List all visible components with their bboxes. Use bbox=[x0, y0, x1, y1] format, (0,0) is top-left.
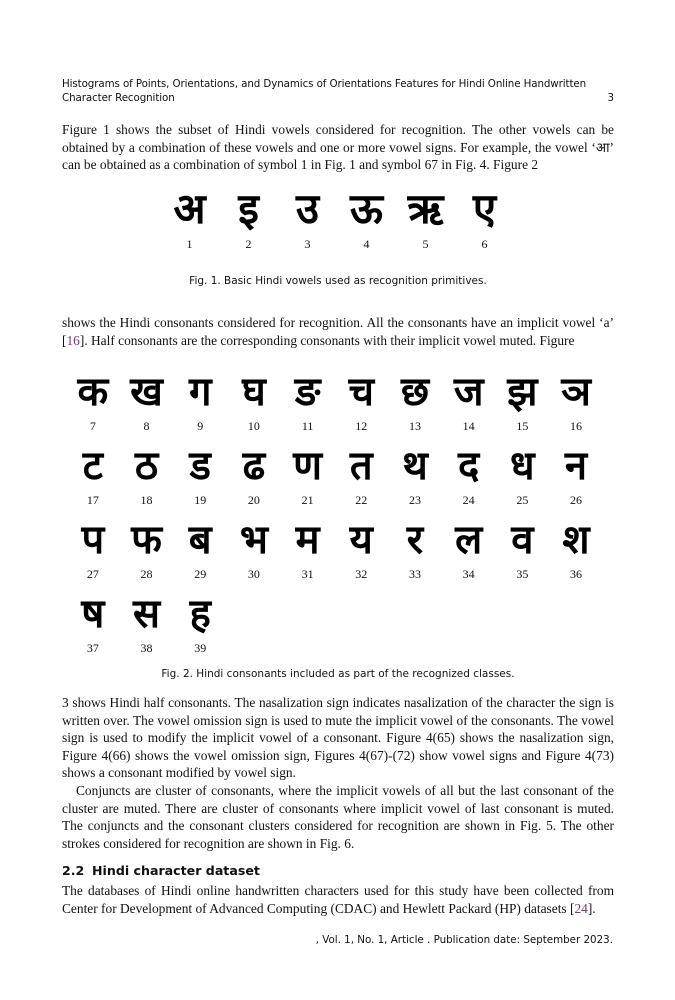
devanagari-character: ष bbox=[81, 591, 105, 637]
devanagari-character: र bbox=[406, 517, 424, 563]
glyph-number: 38 bbox=[140, 641, 153, 655]
section-number: 2.2 bbox=[62, 863, 85, 878]
glyph-number: 4 bbox=[363, 237, 370, 251]
consonant-glyph-cell bbox=[388, 510, 442, 582]
glyph-number: 1 bbox=[186, 237, 193, 251]
consonant-glyph-cell bbox=[496, 436, 550, 508]
vowel-glyph-cell bbox=[455, 180, 514, 252]
consonant-glyph-cell bbox=[173, 510, 227, 582]
consonant-glyph-cell bbox=[334, 436, 388, 508]
devanagari-character: थ bbox=[402, 443, 428, 489]
devanagari-character: ल bbox=[455, 517, 483, 563]
glyph-number: 27 bbox=[86, 567, 99, 581]
consonant-glyph-cell bbox=[120, 584, 174, 656]
citation-link[interactable]: 16 bbox=[66, 332, 80, 348]
devanagari-character: घ bbox=[242, 369, 266, 415]
glyph-number: 9 bbox=[197, 419, 204, 433]
running-title: Histograms of Points, Orientations, and Dynamics of Orientations Features for Hindi Online Handwritten Character Recognition bbox=[62, 78, 587, 104]
glyph-number: 3 bbox=[304, 237, 311, 251]
consonant-glyph-cell bbox=[388, 436, 442, 508]
glyph-number: 33 bbox=[408, 567, 421, 581]
consonant-glyph-cell bbox=[173, 362, 227, 434]
figure-2-caption: Fig. 2. Hindi consonants included as part of the recognized classes. bbox=[161, 668, 515, 680]
consonant-glyph-cell bbox=[120, 362, 174, 434]
consonant-glyph-cell bbox=[281, 362, 335, 434]
consonant-glyph-cell bbox=[173, 584, 227, 656]
consonant-glyph-cell bbox=[66, 584, 120, 656]
paragraph-conjuncts: Conjuncts are cluster of consonants, where the implicit vowels of all but the last consonant of the cluster are muted. There are cluster of consonants where implicit vowel of last consonant is muted. The conjuncts and the consonant clusters considered for recognition are shown in Fig. 5. The other strokes considered for recognition are shown in Fig. 6. bbox=[62, 783, 614, 851]
glyph-number: 28 bbox=[140, 567, 153, 581]
devanagari-character: ग bbox=[188, 369, 212, 415]
devanagari-character: न bbox=[564, 443, 588, 489]
running-header bbox=[62, 78, 614, 105]
devanagari-character: ध bbox=[510, 443, 535, 489]
vowel-glyph-cell bbox=[337, 180, 396, 252]
glyph-number: 12 bbox=[355, 419, 368, 433]
page-number: 3 bbox=[607, 91, 614, 104]
glyph-number: 18 bbox=[140, 493, 153, 507]
devanagari-character: व bbox=[511, 517, 534, 563]
figure-1-caption: Fig. 1. Basic Hindi vowels used as recognition primitives. bbox=[189, 275, 487, 287]
vowel-glyph-cell bbox=[219, 180, 278, 252]
devanagari-character: क bbox=[77, 369, 109, 415]
glyph-number: 29 bbox=[194, 567, 207, 581]
devanagari-character: ह bbox=[189, 591, 211, 637]
consonant-glyph-cell bbox=[227, 362, 281, 434]
glyph-number: 17 bbox=[86, 493, 99, 507]
paragraph-half-consonants: 3 shows Hindi half consonants. The nasalization sign indicates nasalization of the character the sign is written over. The vowel omission sign is used to mute the implicit vowel of the consonants. The vowel sign is used to modify the implicit vowel of a consonant. Figure 4(65) shows the nasalization sign, Figure 4(66) shows the vowel omission sign, Figures 4(67)-(72) show vowel signs and Figure 4(73) shows a consonant modified by vowel sign. bbox=[62, 695, 614, 780]
devanagari-character: ख bbox=[130, 369, 163, 415]
section-heading bbox=[62, 863, 260, 878]
devanagari-character: ण bbox=[293, 443, 323, 489]
devanagari-character: ज bbox=[453, 369, 484, 415]
devanagari-character: श bbox=[562, 517, 590, 563]
devanagari-character: ब bbox=[188, 517, 212, 563]
devanagari-character: उ bbox=[295, 184, 320, 233]
paragraph-fig1-intro: Figure 1 shows the subset of Hindi vowels considered for recognition. The other vowels can be obtained by a combination of these vowels and one or more vowel signs. For example, the vowel ‘आ’ can be obtained as a combination of symbol 1 in Fig. 1 and symbol 67 in Fig. 4. Figure 2 bbox=[62, 122, 614, 172]
glyph-number: 5 bbox=[422, 237, 429, 251]
devanagari-character: अ bbox=[173, 184, 206, 233]
consonant-glyph-cell bbox=[549, 362, 603, 434]
glyph-number: 20 bbox=[247, 493, 260, 507]
devanagari-character: ठ bbox=[134, 443, 159, 489]
glyph-number: 2 bbox=[245, 237, 252, 251]
devanagari-character: ट bbox=[82, 443, 103, 489]
consonant-glyph-cell bbox=[120, 510, 174, 582]
consonant-glyph-cell bbox=[442, 510, 496, 582]
devanagari-character: ङ bbox=[294, 369, 321, 415]
devanagari-character: म bbox=[295, 517, 320, 563]
glyph-number: 7 bbox=[89, 419, 96, 433]
glyph-number: 36 bbox=[570, 567, 583, 581]
glyph-number: 32 bbox=[355, 567, 368, 581]
glyph-number: 35 bbox=[516, 567, 529, 581]
consonant-glyph-cell bbox=[496, 362, 550, 434]
devanagari-character: छ bbox=[400, 369, 429, 415]
consonant-glyph-cell bbox=[66, 510, 120, 582]
glyph-number: 14 bbox=[462, 419, 475, 433]
devanagari-character: ढ bbox=[242, 443, 266, 489]
glyph-number: 37 bbox=[86, 641, 99, 655]
devanagari-character: भ bbox=[239, 517, 268, 563]
glyph-number: 22 bbox=[355, 493, 368, 507]
consonant-glyph-cell bbox=[66, 436, 120, 508]
vowel-glyph-cell bbox=[160, 180, 219, 252]
devanagari-character: ड bbox=[189, 443, 211, 489]
consonant-glyph-cell bbox=[227, 436, 281, 508]
consonant-glyph-cell bbox=[281, 510, 335, 582]
consonant-glyph-cell bbox=[334, 362, 388, 434]
glyph-number: 15 bbox=[516, 419, 529, 433]
devanagari-character: स bbox=[133, 591, 161, 637]
section-title: Hindi character dataset bbox=[92, 863, 260, 878]
paragraph-dataset: The databases of Hindi online handwritten characters used for this study have been collected from Center for Development of Advanced Computing (CDAC) and Hewlett Packard (HP) datasets [24]. bbox=[62, 883, 614, 916]
devanagari-character: द bbox=[458, 443, 480, 489]
glyph-number: 13 bbox=[408, 419, 421, 433]
consonant-glyph-cell bbox=[334, 510, 388, 582]
glyph-number: 24 bbox=[462, 493, 475, 507]
consonant-glyph-cell bbox=[549, 510, 603, 582]
devanagari-character: त bbox=[349, 443, 373, 489]
glyph-number: 39 bbox=[194, 641, 207, 655]
consonant-row bbox=[66, 584, 227, 656]
glyph-number: 16 bbox=[570, 419, 583, 433]
devanagari-character: फ bbox=[131, 517, 162, 563]
glyph-number: 30 bbox=[247, 567, 260, 581]
glyph-number: 25 bbox=[516, 493, 529, 507]
vowel-glyph-cell bbox=[278, 180, 337, 252]
consonant-glyph-cell bbox=[442, 436, 496, 508]
consonant-glyph-cell bbox=[120, 436, 174, 508]
paragraph-consonants: shows the Hindi consonants considered for recognition. All the consonants have an implicit vowel ‘a’ [16]. Half consonants are the corresponding consonants with their implicit vowel muted. Figure bbox=[62, 315, 614, 348]
vowel-glyph-cell bbox=[396, 180, 455, 252]
devanagari-character: ऊ bbox=[350, 184, 383, 233]
consonant-glyph-cell bbox=[388, 362, 442, 434]
consonant-glyph-cell bbox=[173, 436, 227, 508]
consonant-row bbox=[66, 510, 603, 582]
consonant-glyph-cell bbox=[442, 362, 496, 434]
glyph-number: 21 bbox=[301, 493, 314, 507]
glyph-number: 6 bbox=[481, 237, 488, 251]
figure-1-glyphs bbox=[160, 180, 514, 252]
glyph-number: 19 bbox=[194, 493, 207, 507]
devanagari-character: झ bbox=[507, 369, 538, 415]
glyph-number: 10 bbox=[247, 419, 260, 433]
consonant-row bbox=[66, 436, 603, 508]
devanagari-character: य bbox=[349, 517, 373, 563]
consonant-row bbox=[66, 362, 603, 434]
glyph-number: 8 bbox=[143, 419, 150, 433]
consonant-glyph-cell bbox=[227, 510, 281, 582]
glyph-number: 31 bbox=[301, 567, 314, 581]
glyph-number: 11 bbox=[301, 419, 314, 433]
page-footer: , Vol. 1, No. 1, Article . Publication date: September 2023. bbox=[315, 934, 613, 946]
devanagari-character: प bbox=[81, 517, 105, 563]
consonant-glyph-cell bbox=[281, 436, 335, 508]
devanagari-character: ए bbox=[472, 184, 497, 233]
glyph-number: 26 bbox=[570, 493, 583, 507]
consonant-glyph-cell bbox=[66, 362, 120, 434]
devanagari-character: इ bbox=[238, 184, 259, 233]
consonant-glyph-cell bbox=[549, 436, 603, 508]
devanagari-character: ञ bbox=[561, 369, 591, 415]
glyph-number: 34 bbox=[462, 567, 475, 581]
citation-link[interactable]: 24 bbox=[574, 900, 588, 916]
devanagari-character: च bbox=[348, 369, 374, 415]
consonant-glyph-cell bbox=[496, 510, 550, 582]
devanagari-character: ऋ bbox=[407, 184, 444, 233]
glyph-number: 23 bbox=[408, 493, 421, 507]
